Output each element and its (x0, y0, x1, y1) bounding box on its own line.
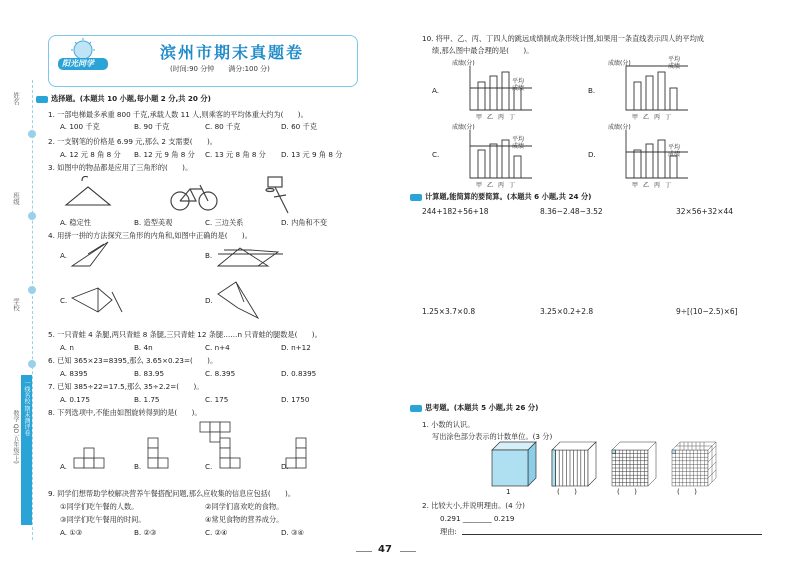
hanger-icon (66, 177, 110, 206)
chart-ylabel: 成绩(分) (452, 60, 475, 67)
option[interactable]: D. 0.8395 (281, 369, 317, 378)
option[interactable]: A. (432, 86, 440, 95)
chart-ylabel: 成绩(分) (608, 124, 631, 131)
class-label: 班级 (12, 192, 20, 205)
calc-expression: 32×56+32×44 (676, 207, 734, 216)
option[interactable]: B. (134, 462, 142, 471)
subquestion-1-desc: 写出涂色部分表示的计数单位。(3 分) (432, 432, 553, 441)
option[interactable]: B. (588, 86, 596, 95)
question-6: 6. 已知 365×23=8395,那么 3.65×0.23=( )。 (48, 356, 218, 365)
footer-rule (400, 551, 416, 552)
section-heading (410, 403, 538, 413)
cube-answer-blank[interactable]: ( ) (677, 487, 697, 496)
section-marker-icon (410, 405, 422, 412)
chart-categories: 甲乙丙丁 (632, 182, 677, 189)
option[interactable]: D. n+12 (281, 343, 311, 352)
page-title: 滨州市期末真题卷 (160, 43, 305, 62)
question-9: 9. 同学们想帮助学校解决营养午餐搭配问题,那么应收集的信息应包括( )。 (48, 489, 296, 498)
option[interactable]: B. 造型美观 (134, 218, 173, 227)
subquestion-2: 2. 比较大小,并说明理由。(4 分) (422, 501, 525, 510)
chart-avg-label: 平均成绩 (512, 136, 525, 150)
cube-stack-d (286, 438, 306, 468)
chart-avg-label: 平均成绩 (668, 56, 681, 70)
basketball-hoop-icon (266, 177, 288, 213)
question-4: 4. 用拼一拼的方法探究三角形的内角和,如图中正确的是( )。 (48, 231, 252, 240)
cube-stack-a (74, 448, 104, 468)
compare-expression[interactable]: 0.291 ________ 0.219 (440, 514, 515, 523)
question-5: 5. 一只青蛙 4 条腿,两只青蛙 8 条腿,三只青蛙 12 条腿……n 只青蛙的腿数是( )。 (48, 330, 322, 339)
hole-marker (28, 360, 36, 368)
name-label: 姓名 (12, 92, 20, 105)
question-2: 2. 一支钢笔的价格是 6.99 元,那么 2 支需要( )。 (48, 137, 217, 146)
chart-avg-label: 平均成绩 (668, 144, 681, 158)
section-title: 思考题。(本题共 5 小题,共 26 分) (425, 403, 539, 412)
calc-expression: 3.25×0.2+2.8 (540, 307, 594, 316)
chart-ylabel: 成绩(分) (608, 60, 631, 67)
option[interactable]: D. (588, 150, 596, 159)
reason-answer-line[interactable] (462, 534, 762, 535)
option[interactable]: B. 4n (134, 343, 153, 352)
info-item: ①同学们吃午餐的人数。 (60, 502, 139, 511)
hundredths-cube (612, 442, 656, 486)
series-text: 一线名校 期末测评卷 (23, 380, 30, 436)
option[interactable]: C. (205, 462, 213, 471)
subquestion-1: 1. 小数的认识。 (422, 420, 475, 429)
option[interactable]: D. (205, 296, 213, 305)
info-item: ④常见食物的营养成分。 (205, 515, 284, 524)
page-number: 47 (378, 544, 392, 555)
question-1: 1. 一部电梯最多承重 800 千克,承载人数 11 人,则乘客的平均体重大约为( )。 (48, 110, 308, 119)
question-8: 8. 下列选项中,不能由如图旋转得到的是( )。 (48, 408, 202, 417)
bicycle-icon (171, 185, 217, 210)
option[interactable]: C. 8.395 (205, 369, 236, 378)
cube-stack-b (148, 438, 168, 468)
option[interactable]: D. ③④ (281, 528, 304, 537)
chart-avg-label: 平均成绩 (512, 78, 525, 92)
chart-ylabel: 成绩(分) (452, 124, 475, 131)
question-10-cont: 绩,那么图中最合理的是( )。 (432, 46, 534, 55)
question-10: 10. 将甲、乙、丙、丁四人的跳远成绩制成条形统计图,如果用一条直线表示四人的平均成 (422, 34, 704, 43)
option[interactable]: A. 8395 (60, 369, 88, 378)
school-label: 学校 (12, 298, 20, 311)
option[interactable]: B. 1.75 (134, 395, 160, 404)
option[interactable]: B. ②③ (134, 528, 157, 537)
option[interactable]: A. 0.175 (60, 395, 90, 404)
hole-marker (28, 130, 36, 138)
q3-images (62, 173, 312, 215)
option[interactable]: D. (281, 462, 289, 471)
section-heading (36, 94, 211, 104)
calc-expression: 1.25×3.7×0.8 (422, 307, 476, 316)
option[interactable]: C. 三边关系 (205, 218, 244, 227)
binding-line (32, 80, 33, 540)
info-item: ②同学们喜欢吃的食物。 (205, 502, 284, 511)
option[interactable]: B. (205, 251, 213, 260)
option[interactable]: C. n+4 (205, 343, 230, 352)
option[interactable]: D. 内角和不变 (281, 218, 328, 227)
section-marker-icon (410, 194, 422, 201)
option[interactable]: A. 12 元 8 角 8 分 (60, 150, 121, 159)
option[interactable]: C. ②④ (205, 528, 228, 537)
chart-categories: 甲乙丙丁 (476, 182, 521, 189)
option[interactable]: D. 1750 (281, 395, 310, 404)
hole-marker (28, 212, 36, 220)
option[interactable]: B. 83.95 (134, 369, 165, 378)
option[interactable]: B. 12 元 9 角 8 分 (134, 150, 195, 159)
option[interactable]: D. 13 元 9 角 8 分 (281, 150, 343, 159)
logo-text: 阳光同学 (62, 59, 94, 68)
cube-answer-blank[interactable]: ( ) (557, 487, 577, 496)
question-7: 7. 已知 385÷22=17.5,那么 35÷2.2=( )。 (48, 382, 204, 391)
subject-text: 数学 QD 五年级(上) (12, 410, 19, 464)
option[interactable]: B. 90 千克 (134, 122, 170, 131)
option[interactable]: C. 13 元 8 角 8 分 (205, 150, 266, 159)
chart-categories: 甲乙丙丁 (632, 114, 677, 121)
option[interactable]: C. (60, 296, 68, 305)
cube-stack-c (220, 438, 240, 468)
thousandths-cube (672, 442, 716, 486)
tenths-cube (552, 442, 596, 486)
option[interactable]: A. 100 千克 (60, 122, 100, 131)
option[interactable]: A. ①③ (60, 528, 83, 537)
chart-categories: 甲乙丙丁 (476, 114, 521, 121)
section-heading (410, 192, 591, 202)
calc-expression: 8.36−2.48−3.52 (540, 207, 603, 216)
option[interactable]: C. (432, 150, 440, 159)
option[interactable]: C. 80 千克 (205, 122, 241, 131)
q10-bar-charts (440, 62, 780, 192)
footer-rule (356, 551, 372, 552)
question-3: 3. 如图中的物品都是应用了三角形的( )。 (48, 163, 193, 172)
reason-label: 理由: (440, 527, 457, 536)
calc-expression: 9÷[(10−2.5)×6] (676, 307, 738, 316)
option[interactable]: D. 60 千克 (281, 122, 317, 131)
q4-triangle-figures (68, 240, 308, 320)
q8-cube-figures (60, 416, 330, 474)
cube-label: 1 (506, 487, 511, 496)
info-item: ③同学们吃午餐用的时间。 (60, 515, 146, 524)
exam-info: (时间:90 分钟 满分:100 分) (170, 65, 270, 73)
section-marker-icon (36, 96, 48, 103)
option[interactable]: A. 稳定性 (60, 218, 91, 227)
decimal-cubes (490, 440, 730, 490)
hole-marker (28, 286, 36, 294)
unit-cube (492, 442, 536, 486)
section-title: 计算题,能简算的要简算。(本题共 6 小题,共 24 分) (425, 192, 592, 201)
option[interactable]: A. (60, 251, 68, 260)
option[interactable]: C. 175 (205, 395, 229, 404)
calc-expression: 244+182+56+18 (422, 207, 489, 216)
option[interactable]: A. (60, 462, 68, 471)
cube-answer-blank[interactable]: ( ) (617, 487, 637, 496)
option[interactable]: A. n (60, 343, 74, 352)
section-title: 选择题。(本题共 10 小题,每小题 2 分,共 20 分) (51, 94, 211, 103)
